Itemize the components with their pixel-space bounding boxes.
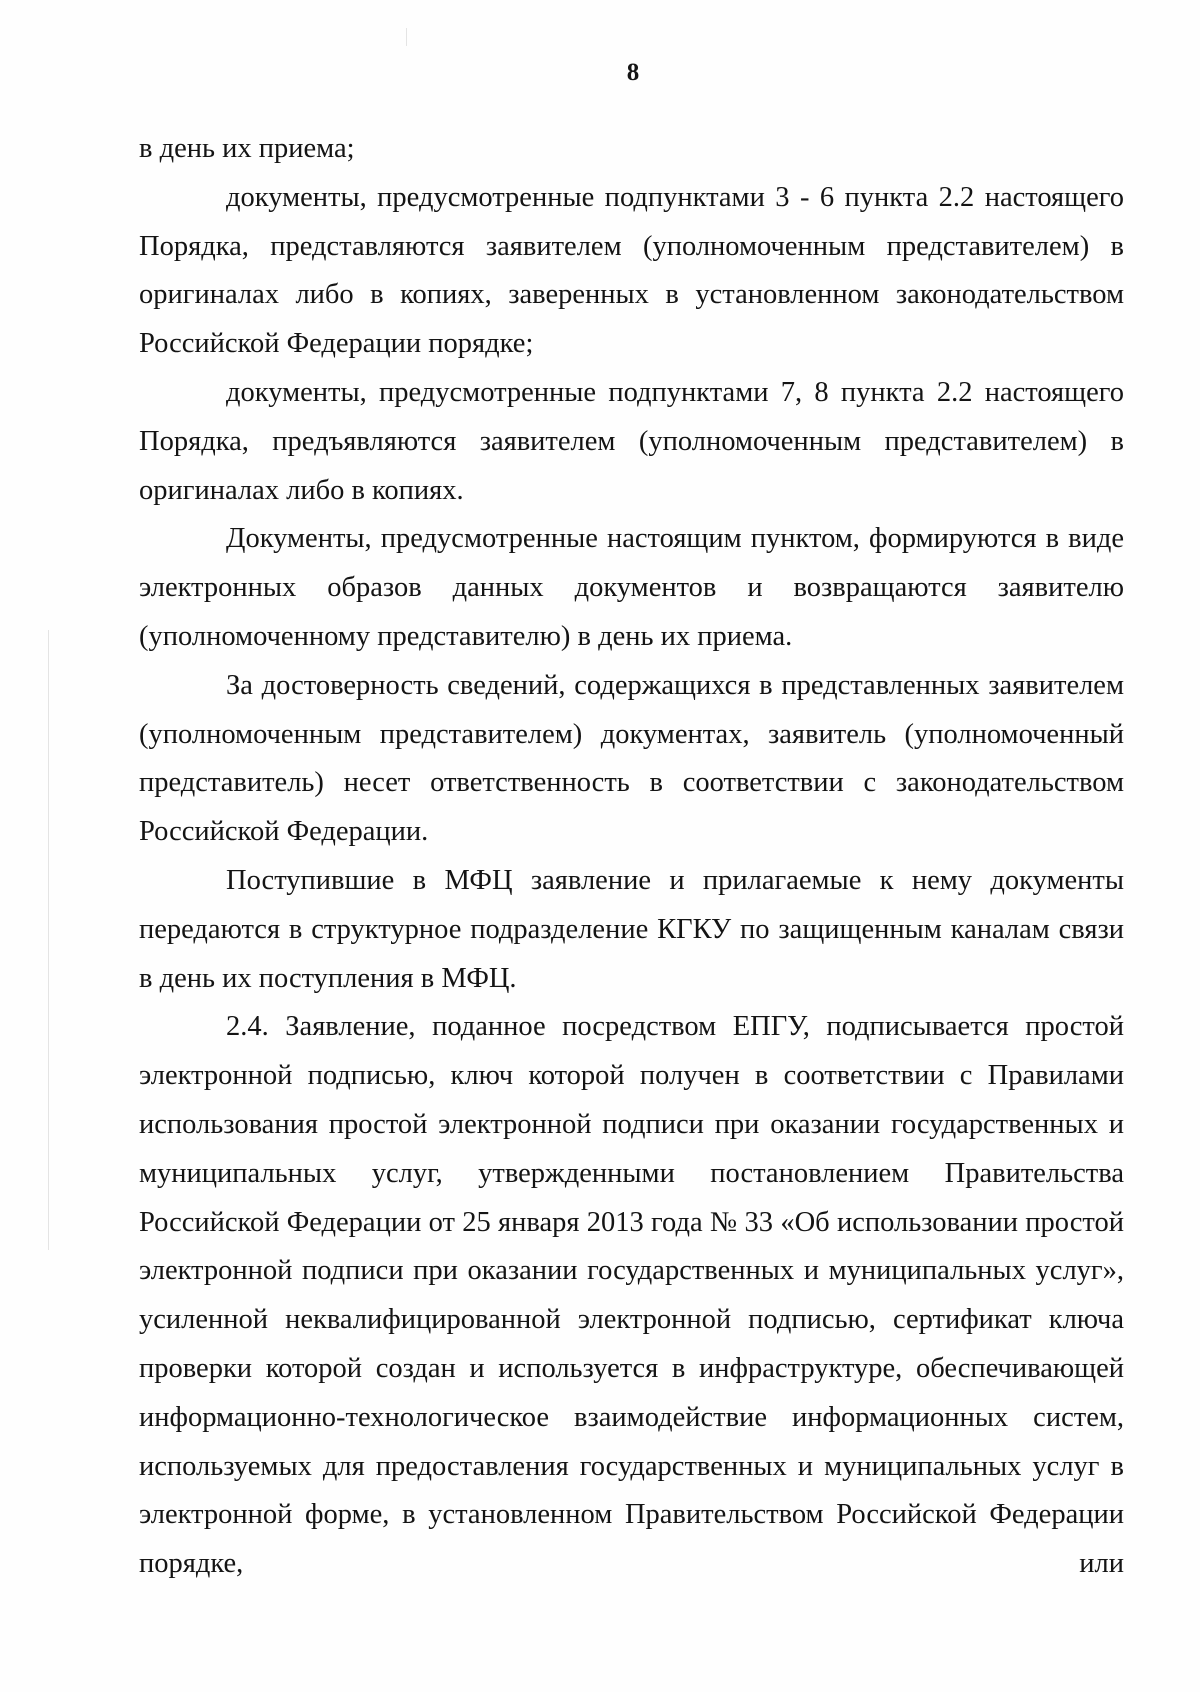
paragraph-electronic-images: Документы, предусмотренные настоящим пунктом, формируются в виде электронных образов данных документов и возвращаются заявителю (уполномоченному представителю) в день их приема.: [139, 523, 1124, 652]
paragraph-mfc-transfer: Поступившие в МФЦ заявление и прилагаемые к нему документы передаются в структурное подразделение КГКУ по защищенным каналам связи в день их поступления в МФЦ.: [139, 864, 1124, 994]
paragraph-documents-3-6: документы, предусмотренные подпунктами 3 - 6 пункта 2.2 настоящего Порядка, представляются заявителем (уполномоченным представителем) в оригиналах либо в копиях, заверенных в установленном законодательством Российской Федерации порядке;: [139, 181, 1124, 360]
paragraph-2-4-electronic-signature: 2.4. Заявление, поданное посредством ЕПГУ, подписывается простой электронной подписью, ключ которой получен в соответствии с Правилами использования простой электронной подписи при оказании государственных и муниципальных услуг, утвержденными постановлением Правительства Российской Федерации от 25 января 2013 года № 33 «Об использовании простой электронной подписи при оказании государственных и муниципальных услуг», усиленной неквалифицированной электронной подписью, сертификат ключа проверки которой создан и используется в инфраструктуре, обеспечивающей информационно-технологическое взаимодействие информационных систем, используемых для предоставления государственных и муниципальных услуг в электронной форме, в установленном Правительством Российской Федерации порядке, или: [139, 1011, 1124, 1580]
scan-artifact-line: [406, 28, 407, 46]
document-body: [139, 125, 1124, 1589]
paragraph-responsibility: За достоверность сведений, содержащихся в представленных заявителем (уполномоченным представителем) документах, заявитель (уполномоченный представитель) несет ответственность в соответствии с законодательством Российской Федерации.: [139, 669, 1124, 848]
page-number: 8: [626, 59, 640, 86]
scan-artifact-line: [48, 630, 49, 1250]
paragraph-continuation: в день их приема;: [139, 133, 355, 164]
paragraph-documents-7-8: документы, предусмотренные подпунктами 7, 8 пункта 2.2 настоящего Порядка, предъявляются заявителем (уполномоченным представителем) в оригиналах либо в копиях.: [139, 376, 1124, 506]
